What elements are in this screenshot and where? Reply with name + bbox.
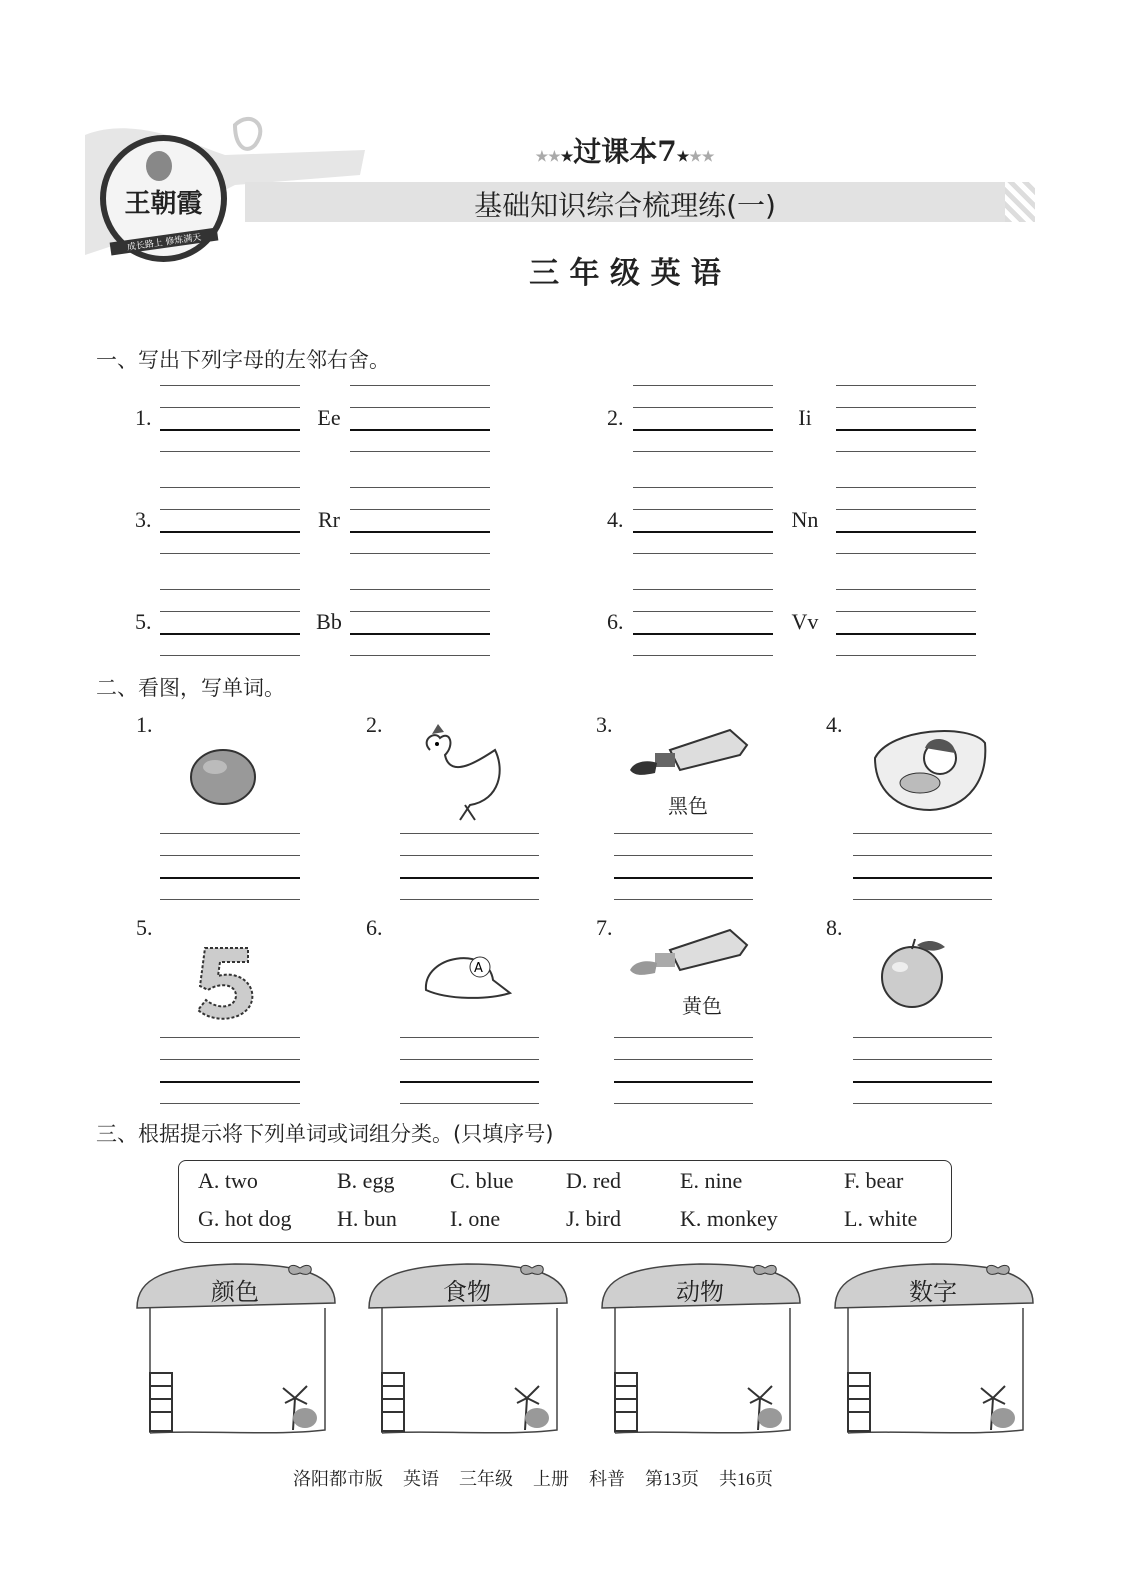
item-number: 3. xyxy=(135,507,152,532)
answer-line-left xyxy=(633,655,773,656)
footer-part: 上册 xyxy=(533,1469,569,1489)
category-label: 数字 xyxy=(909,1278,957,1306)
answer-line-right[interactable] xyxy=(836,531,976,533)
word-answer-line[interactable] xyxy=(160,877,300,879)
picture-item-number: 8. xyxy=(826,915,843,940)
answer-line-left xyxy=(633,385,773,386)
answer-line-right xyxy=(350,385,490,386)
answer-line-left xyxy=(160,589,300,590)
answer-line-right xyxy=(350,407,490,408)
footer-part: 洛阳都市版 xyxy=(293,1469,383,1489)
answer-line-left xyxy=(633,553,773,554)
word-answer-line xyxy=(160,1103,300,1104)
caption-yellow: 黄色 xyxy=(682,994,722,1018)
word-bank-item: D. red xyxy=(566,1168,621,1193)
word-answer-line xyxy=(853,855,992,856)
category-label: 食物 xyxy=(443,1278,491,1306)
word-answer-line xyxy=(160,855,300,856)
answer-line-left xyxy=(160,407,300,408)
answer-line-left[interactable] xyxy=(160,531,300,533)
footer-part: 三年级 xyxy=(459,1469,513,1489)
item-number: 5. xyxy=(135,609,152,634)
answer-line-right xyxy=(836,487,976,488)
item-number: 1. xyxy=(135,405,152,430)
word-bank-item: L. white xyxy=(844,1206,918,1231)
word-answer-line xyxy=(614,855,753,856)
footer-part: 英语 xyxy=(403,1469,439,1489)
paint-tube-icon xyxy=(625,725,755,785)
number-five-icon xyxy=(190,940,260,1025)
word-answer-line[interactable] xyxy=(160,1081,300,1083)
answer-line-left xyxy=(633,487,773,488)
answer-line-right xyxy=(350,589,490,590)
word-answer-line xyxy=(160,833,300,834)
answer-line-right xyxy=(350,451,490,452)
word-answer-line[interactable] xyxy=(614,877,753,879)
apple-icon xyxy=(875,935,955,1010)
word-bank-item: A. two xyxy=(198,1168,258,1193)
answer-line-left[interactable] xyxy=(633,633,773,635)
answer-line-right xyxy=(836,407,976,408)
word-answer-line[interactable] xyxy=(400,1081,539,1083)
page-title: 基础知识综合梳理练(一) xyxy=(474,189,776,222)
answer-line-left[interactable] xyxy=(633,531,773,533)
answer-line-left xyxy=(160,451,300,452)
letter-label: Ii xyxy=(798,405,812,430)
picture-item-number: 6. xyxy=(366,915,383,940)
answer-line-right xyxy=(836,509,976,510)
picture-item-number: 3. xyxy=(596,712,613,737)
answer-line-right[interactable] xyxy=(836,429,976,431)
section2-heading: 二、看图，写单词。 xyxy=(96,676,285,700)
word-answer-line xyxy=(853,1037,992,1038)
word-answer-line xyxy=(400,899,539,900)
answer-line-right xyxy=(836,611,976,612)
word-bank-item: K. monkey xyxy=(680,1206,778,1231)
word-bank xyxy=(178,1160,952,1243)
letter-label: Rr xyxy=(318,507,340,532)
answer-line-right xyxy=(836,385,976,386)
answer-line-left xyxy=(633,589,773,590)
answer-line-right[interactable] xyxy=(836,633,976,635)
picture-item-number: 1. xyxy=(136,712,153,737)
word-bank-item: I. one xyxy=(450,1206,501,1231)
brand-logo xyxy=(100,135,227,262)
letter-label: Vv xyxy=(791,609,819,634)
section1-heading: 一、写出下列字母的左邻右舍。 xyxy=(96,348,390,372)
hen-icon xyxy=(410,720,510,825)
picture-item-number: 4. xyxy=(826,712,843,737)
word-bank-item: H. bun xyxy=(337,1206,397,1231)
word-bank-item: G. hot dog xyxy=(198,1206,292,1231)
item-number: 2. xyxy=(607,405,624,430)
word-bank-item: B. egg xyxy=(337,1168,395,1193)
logo-banner: 成长路上 修炼满天 xyxy=(110,228,219,256)
answer-line-left xyxy=(160,509,300,510)
word-answer-line xyxy=(400,1103,539,1104)
word-answer-line xyxy=(160,899,300,900)
logo-text: 王朝霞 xyxy=(124,189,203,219)
word-answer-line xyxy=(853,1103,992,1104)
answer-line-right xyxy=(350,553,490,554)
answer-line-left xyxy=(160,385,300,386)
answer-line-right xyxy=(836,451,976,452)
word-bank-item: C. blue xyxy=(450,1168,514,1193)
section3-heading: 三、根据提示将下列单词或词组分类。(只填序号) xyxy=(96,1122,554,1146)
word-answer-line[interactable] xyxy=(853,877,992,879)
answer-line-right xyxy=(350,611,490,612)
answer-line-right xyxy=(350,509,490,510)
word-answer-line xyxy=(853,833,992,834)
word-answer-line[interactable] xyxy=(853,1081,992,1083)
answer-line-right xyxy=(836,589,976,590)
answer-line-right[interactable] xyxy=(350,633,490,635)
letter-label: Nn xyxy=(791,507,819,532)
word-answer-line xyxy=(614,1037,753,1038)
word-answer-line[interactable] xyxy=(614,1081,753,1083)
cap-icon xyxy=(418,945,513,1005)
word-answer-line xyxy=(614,1059,753,1060)
answer-line-right xyxy=(350,655,490,656)
egg-icon xyxy=(185,745,265,810)
page-subtitle: 三 年 级 英 语 xyxy=(529,256,721,291)
answer-line-left[interactable] xyxy=(633,429,773,431)
answer-line-right xyxy=(350,487,490,488)
word-answer-line xyxy=(400,1059,539,1060)
answer-line-right[interactable] xyxy=(350,531,490,533)
word-bank-item: E. nine xyxy=(680,1168,743,1193)
baby-icon xyxy=(870,718,990,818)
answer-line-left xyxy=(633,509,773,510)
answer-line-left[interactable] xyxy=(160,633,300,635)
word-answer-line xyxy=(400,855,539,856)
word-answer-line xyxy=(400,1037,539,1038)
item-number: 4. xyxy=(607,507,624,532)
footer xyxy=(293,1465,793,1491)
word-answer-line xyxy=(614,833,753,834)
word-answer-line xyxy=(853,899,992,900)
word-bank-item: J. bird xyxy=(566,1206,621,1231)
answer-line-left xyxy=(160,655,300,656)
svg-text:A: A xyxy=(474,961,483,976)
word-answer-line xyxy=(853,1059,992,1060)
item-number: 6. xyxy=(607,609,624,634)
picture-item-number: 5. xyxy=(136,915,153,940)
word-bank-item: F. bear xyxy=(844,1168,904,1193)
answer-line-right xyxy=(836,655,976,656)
checker-decoration xyxy=(1005,182,1035,222)
picture-item-number: 2. xyxy=(366,712,383,737)
answer-line-left xyxy=(633,407,773,408)
word-answer-line xyxy=(400,833,539,834)
category-label: 动物 xyxy=(676,1278,724,1306)
letter-label: Ee xyxy=(317,405,341,430)
answer-line-right xyxy=(836,553,976,554)
answer-line-left xyxy=(633,451,773,452)
answer-line-left xyxy=(160,487,300,488)
word-answer-line xyxy=(160,1037,300,1038)
category-label: 颜色 xyxy=(211,1278,259,1306)
word-answer-line xyxy=(160,1059,300,1060)
letter-label: Bb xyxy=(316,609,342,634)
caption-black: 黑色 xyxy=(668,794,708,818)
word-answer-line[interactable] xyxy=(400,877,539,879)
picture-item-number: 7. xyxy=(596,915,613,940)
answer-line-left xyxy=(633,611,773,612)
answer-line-right[interactable] xyxy=(350,429,490,431)
footer-part: 共16页 xyxy=(719,1469,773,1489)
series-label: ★★★过课本7★★★ xyxy=(535,135,715,168)
paint-tube-icon xyxy=(625,925,755,985)
answer-line-left[interactable] xyxy=(160,429,300,431)
answer-line-left xyxy=(160,611,300,612)
footer-part: 科普 xyxy=(589,1469,625,1489)
answer-line-left xyxy=(160,553,300,554)
word-answer-line xyxy=(614,1103,753,1104)
footer-part: 第13页 xyxy=(645,1469,699,1489)
word-answer-line xyxy=(614,899,753,900)
